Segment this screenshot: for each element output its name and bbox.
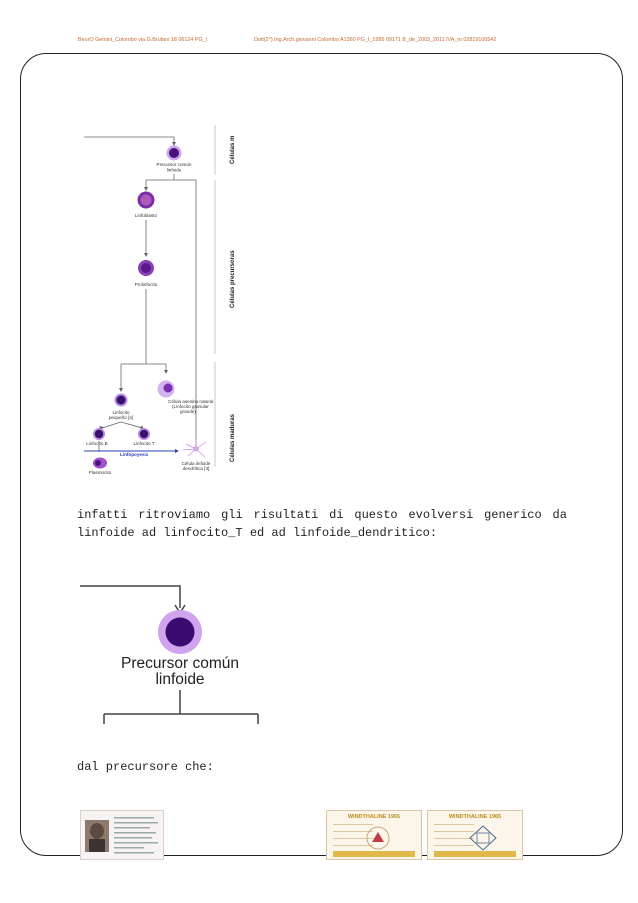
nk-cell: [158, 381, 175, 398]
seal-emblem-1: [363, 825, 393, 851]
word: gli: [221, 508, 243, 522]
precursor-zoom-cell: [158, 610, 202, 654]
side-label-mature: Células maduras: [230, 413, 236, 462]
linfoblasto-label: Linfoblasto: [134, 213, 158, 218]
word: ritroviamo: [138, 508, 211, 522]
word: di: [329, 508, 344, 522]
b-cell: [93, 428, 105, 440]
word: risultati: [253, 508, 319, 522]
card-text-lines: [114, 817, 158, 854]
seal-card-1: [326, 810, 422, 860]
nk-label-3: grande): [180, 409, 196, 414]
seal-emblem-2: [468, 824, 498, 852]
seal-card-2: [427, 810, 523, 860]
precursor-zoom-figure: [78, 578, 268, 728]
paragraph-1: [77, 506, 567, 542]
seal-band-1: [333, 851, 415, 857]
side-label-top: Células m: [230, 135, 236, 164]
precursor-label-2: linfoide: [166, 167, 182, 173]
word: infatti: [77, 508, 128, 522]
seal-band-2: [434, 851, 516, 857]
dendritic-label-1: Célula linfoide: [181, 461, 211, 466]
small-lymphocyte-label-1: Linfocito: [112, 410, 130, 415]
plasmocito-label: Plasmocito: [88, 470, 112, 475]
zoom-label-2: linfoide: [155, 671, 205, 688]
zoom-label-1: Precursor común: [120, 655, 240, 672]
page-header: [78, 37, 497, 43]
precursor-cell: [167, 146, 182, 161]
side-label-precursors: Células precursoras: [230, 250, 236, 308]
seal-title-1: WINDTHALINE 1965: [347, 814, 401, 820]
header-right: Dott(2°).Ing.Arch.giovanni Colombo A1360 PG_I_1995 09171 B_de_2003_2011 IVA_nr.02819100542: [254, 37, 497, 43]
word: generico: [484, 508, 542, 522]
linfopoyesis-label: Linfopoyesis: [120, 452, 149, 457]
word: da: [552, 508, 567, 522]
nk-label-1: Célula asesina natural: [168, 399, 214, 404]
nk-label-2: (Linfocito granular: [172, 404, 209, 409]
id-card-thumbnail: [80, 810, 164, 860]
plasmocito-cell: [93, 458, 107, 469]
precursor-label-1: Precursor común: [156, 162, 192, 167]
paragraph-1-line-1: [77, 506, 567, 524]
t-cell: [138, 428, 150, 440]
dendritic-cell: [183, 439, 206, 457]
linfoblasto-cell: [138, 192, 155, 209]
t-cell-label: Linfocito T: [133, 441, 155, 446]
small-lymphocyte-cell: [115, 394, 128, 407]
prolinfocito-cell: [138, 260, 154, 276]
lymphopoiesis-figure: [84, 122, 244, 475]
word: evolversi: [408, 508, 474, 522]
b-cell-label: Linfocito B: [86, 441, 108, 446]
seal-title-2: WINDTHALINE 1965: [448, 814, 502, 820]
header-left: BeurO Gemini_Colombo via G.Brufani 18 06124 PG_I: [78, 37, 208, 43]
word: questo: [354, 508, 398, 522]
dendritic-label-2: dendrítica [3]: [182, 466, 210, 471]
paragraph-1-line-2: linfoide ad linfocito_T ed ad linfoide_dendritico:: [77, 526, 438, 540]
prolinfocito-label: Prolinfocito: [134, 282, 158, 287]
paragraph-2: dal precursore che:: [77, 760, 214, 774]
small-lymphocyte-label-2: pequeño [4]: [108, 415, 134, 420]
